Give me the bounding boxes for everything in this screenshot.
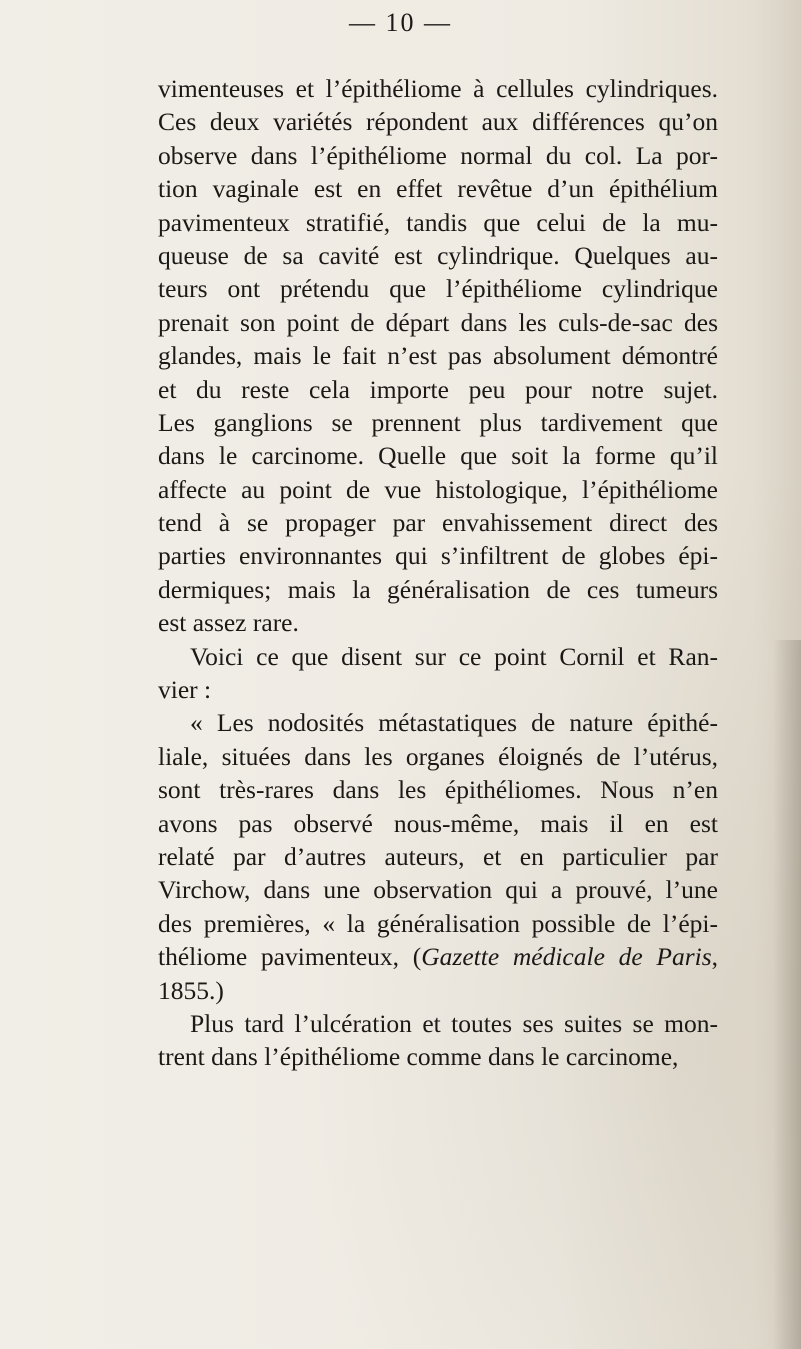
text-line: tion vaginale est en effet revêtue d’un épithélium (158, 174, 718, 204)
text-line: sont très-rares dans les épithéliomes. Nous n’en (158, 775, 718, 805)
text-line: avons pas observé nous-même, mais il en est (158, 808, 718, 838)
body-text (158, 72, 718, 1074)
text-line: affecte au point de vue histologique, l’épithéliome (158, 474, 718, 504)
text-line: tend à se propager par envahissement direct des (158, 508, 718, 538)
text-line: parties environnantes qui s’infiltrent de globes épi- (158, 541, 718, 571)
text-line: « Les nodosités métastatiques de nature épithé- (190, 708, 718, 738)
text-line: Virchow, dans une observation qui a prouvé, l’une (158, 875, 718, 905)
text-line: observe dans l’épithéliome normal du col. La por- (158, 140, 718, 170)
text-line: liale, situées dans les organes éloignés de l’utérus, (158, 741, 718, 771)
page-edge-shadow (773, 640, 801, 1349)
citation-year: 1855.) (158, 975, 224, 1005)
text-line: queuse de sa cavité est cylindrique. Quelques au- (158, 240, 718, 270)
text-line: teurs ont prétendu que l’épithéliome cylindrique (158, 274, 718, 304)
text-line: des premières, « la généralisation possible de l’épi- (158, 908, 718, 938)
text-line: pavimenteux stratifié, tandis que celui de la mu- (158, 207, 718, 237)
text-line: Voici ce que disent sur ce point Cornil et Ran- (190, 641, 718, 671)
citation-open: ( (412, 942, 422, 972)
citation-line (158, 940, 718, 973)
text-line: Plus tard l’ulcération et toutes ses suites se mon- (190, 1008, 718, 1038)
text-line: dermiques; mais la généralisation de ces tumeurs (158, 574, 718, 604)
text-line: relaté par d’autres auteurs, et en particulier par (158, 841, 718, 871)
text-line: et du reste cela importe peu pour notre sujet. (158, 374, 718, 404)
text-line: est assez rare. (158, 608, 299, 638)
text-line: Ces deux variétés répondent aux différences qu’on (158, 107, 718, 137)
text-line: vimenteuses et l’épithéliome à cellules cylindriques. (158, 74, 718, 103)
text-line: glandes, mais le fait n’est pas absolument démontré (158, 341, 718, 371)
text-line: Les ganglions se prennent plus tardivement que (158, 407, 718, 437)
text-line: théliome pavimenteux, (158, 942, 400, 972)
text-line: dans le carcinome. Quelle que soit la forme qu’il (158, 441, 718, 471)
text-line: prenait son point de départ dans les culs-de-sac des (158, 307, 718, 337)
text-line: vier : (158, 675, 212, 705)
citation-title: Gazette médicale de Paris (421, 942, 712, 972)
text-line: trent dans l’épithéliome comme dans le carcinome, (158, 1042, 679, 1072)
citation-comma: , (711, 942, 719, 972)
page-number: — 10 — (349, 8, 452, 37)
